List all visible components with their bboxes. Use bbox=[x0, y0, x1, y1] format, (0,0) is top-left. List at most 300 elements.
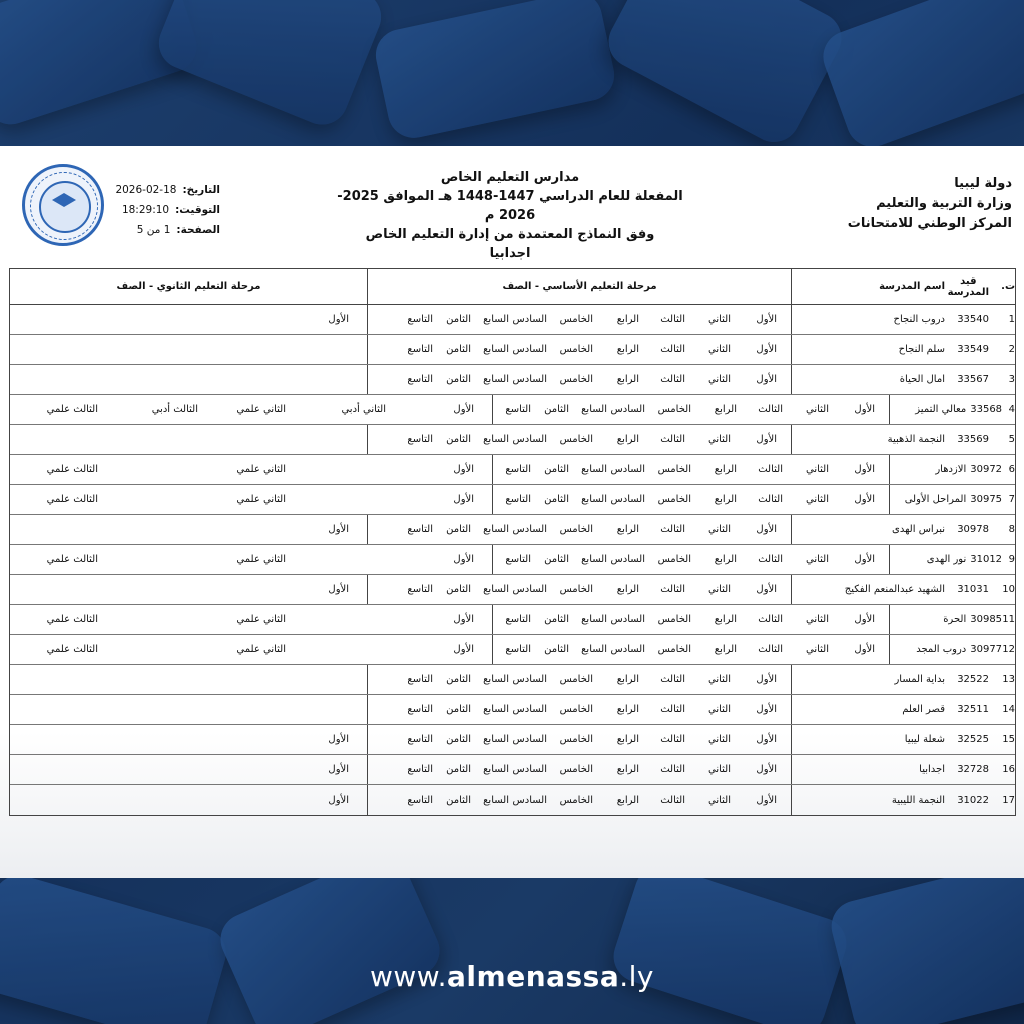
page-value: 1 من 5 bbox=[136, 224, 171, 236]
school-name: امال الحياة bbox=[791, 365, 949, 394]
basic-grade: السابع bbox=[483, 374, 509, 385]
basic-grade: الثالث bbox=[660, 374, 685, 385]
basic-grade: الثاني bbox=[805, 614, 829, 625]
secondary-grades bbox=[10, 455, 492, 484]
basic-grade: السادس bbox=[512, 794, 547, 806]
secondary-grade: الأول bbox=[328, 584, 349, 595]
basic-grades bbox=[367, 515, 791, 544]
basic-grade: الخامس bbox=[559, 434, 593, 445]
basic-grade: السادس bbox=[610, 494, 645, 505]
basic-grade: السادس bbox=[512, 524, 547, 535]
school-code: 32728 bbox=[957, 764, 989, 775]
secondary-grade: الأول bbox=[328, 314, 349, 325]
school-name: دروب المجد bbox=[889, 635, 970, 664]
basic-grade: الخامس bbox=[657, 404, 691, 415]
basic-grade: الثامن bbox=[544, 554, 569, 565]
school-name: الشهيد عبدالمنعم الفكيج bbox=[791, 575, 949, 604]
title-line-3: وفق النماذج المعتمدة من إدارة التعليم الخاص bbox=[365, 227, 655, 242]
table-row bbox=[10, 545, 1015, 575]
basic-grade: التاسع bbox=[505, 644, 531, 655]
title-line-1: مدارس التعليم الخاص bbox=[440, 170, 580, 185]
secondary-grades bbox=[10, 545, 492, 574]
secondary-grades bbox=[10, 365, 367, 394]
secondary-grade: الأول bbox=[453, 464, 474, 475]
row-number: 2 bbox=[1008, 344, 1015, 355]
basic-grade: التاسع bbox=[407, 434, 433, 445]
basic-grade: التاسع bbox=[407, 674, 433, 685]
table-row bbox=[10, 305, 1015, 335]
basic-grade: الأول bbox=[756, 584, 777, 595]
basic-grade: الثامن bbox=[446, 674, 471, 685]
basic-grade: الأول bbox=[854, 644, 875, 655]
basic-grade: السابع bbox=[483, 524, 509, 535]
basic-grade: السابع bbox=[483, 764, 509, 775]
secondary-grades bbox=[10, 755, 367, 784]
school-code: 32511 bbox=[957, 704, 989, 715]
basic-grade: الثامن bbox=[446, 584, 471, 595]
header-no: ت. bbox=[1001, 281, 1015, 292]
basic-grade: الثاني bbox=[805, 464, 829, 475]
basic-grade: السابع bbox=[581, 464, 607, 475]
title-line-2: المفعلة للعام الدراسي 1447-1448 هـ الموافق 2025-2026 م bbox=[337, 189, 683, 223]
secondary-grade: الأول bbox=[453, 494, 474, 505]
basic-grade: الثالث bbox=[758, 464, 783, 475]
basic-grade: الخامس bbox=[657, 554, 691, 565]
basic-grade: الأول bbox=[756, 374, 777, 385]
basic-grade: الثالث bbox=[660, 794, 685, 806]
table-row bbox=[10, 485, 1015, 515]
basic-grade: السابع bbox=[581, 494, 607, 505]
table-row bbox=[10, 455, 1015, 485]
basic-grade: الأول bbox=[756, 434, 777, 445]
basic-grade: الثالث bbox=[758, 614, 783, 625]
basic-grade: الثالث bbox=[660, 314, 685, 325]
basic-grade: الأول bbox=[756, 704, 777, 715]
basic-grade: الثاني bbox=[805, 494, 829, 505]
basic-grade: الرابع bbox=[616, 314, 639, 325]
school-code: 30977 bbox=[970, 644, 1003, 655]
basic-grade: الثامن bbox=[446, 704, 471, 715]
basic-grade: الثامن bbox=[544, 494, 569, 505]
basic-grade: الثاني bbox=[707, 734, 731, 745]
secondary-grade: الثاني علمي bbox=[236, 554, 286, 565]
basic-grade: الثامن bbox=[446, 524, 471, 535]
basic-grade: الرابع bbox=[616, 434, 639, 445]
basic-grade: الرابع bbox=[616, 344, 639, 355]
school-code: 30985 bbox=[970, 614, 1003, 625]
basic-grade: الخامس bbox=[657, 644, 691, 655]
row-number: 3 bbox=[1008, 374, 1015, 385]
basic-grade: الثامن bbox=[446, 734, 471, 745]
row-number: 13 bbox=[1002, 674, 1015, 685]
basic-grade: الثامن bbox=[446, 764, 471, 775]
basic-grade: الرابع bbox=[714, 644, 737, 655]
basic-grade: الرابع bbox=[616, 734, 639, 745]
basic-grade: السادس bbox=[610, 404, 645, 415]
header-name: اسم المدرسة bbox=[791, 269, 949, 304]
basic-grade: الخامس bbox=[559, 704, 593, 715]
basic-grade: السادس bbox=[610, 644, 645, 655]
basic-grades bbox=[367, 365, 791, 394]
basic-grade: الثامن bbox=[446, 794, 471, 806]
secondary-grade: الأول bbox=[453, 554, 474, 565]
basic-grade: التاسع bbox=[407, 524, 433, 535]
basic-grade: الثاني bbox=[707, 434, 731, 445]
secondary-grade: الأول bbox=[328, 764, 349, 775]
row-number: 17 bbox=[1002, 794, 1015, 806]
table-row bbox=[10, 395, 1015, 425]
secondary-grade: الأول bbox=[328, 734, 349, 745]
page-label: الصفحة: bbox=[176, 224, 220, 236]
basic-grade: الخامس bbox=[559, 734, 593, 745]
row-number: 10 bbox=[1002, 584, 1015, 595]
basic-grade: الرابع bbox=[616, 794, 639, 806]
website-footer[interactable] bbox=[0, 960, 1024, 993]
basic-grades bbox=[367, 575, 791, 604]
row-number: 8 bbox=[1008, 524, 1015, 535]
basic-grade: الرابع bbox=[616, 674, 639, 685]
basic-grade: الثاني bbox=[805, 554, 829, 565]
basic-grade: الخامس bbox=[559, 314, 593, 325]
basic-grade: الثالث bbox=[758, 494, 783, 505]
basic-grades bbox=[492, 545, 889, 574]
school-name: بداية المسار bbox=[791, 665, 949, 694]
header-basic: مرحلة التعليم الأساسي - الصف bbox=[367, 269, 791, 304]
row-number: 7 bbox=[1008, 494, 1015, 505]
basic-grades bbox=[492, 485, 889, 514]
basic-grade: التاسع bbox=[505, 464, 531, 475]
table-row bbox=[10, 665, 1015, 695]
basic-grade: الأول bbox=[756, 734, 777, 745]
school-name: النجمة الليبية bbox=[791, 785, 949, 815]
table-row bbox=[10, 725, 1015, 755]
row-number: 5 bbox=[1008, 434, 1015, 445]
country-line: دولة ليبيا bbox=[954, 176, 1012, 191]
row-number: 9 bbox=[1008, 554, 1015, 565]
secondary-grade: الثاني علمي bbox=[236, 404, 286, 415]
basic-grade: التاسع bbox=[407, 764, 433, 775]
basic-grade: الرابع bbox=[616, 764, 639, 775]
document-sheet bbox=[0, 146, 1024, 878]
school-code: 33540 bbox=[957, 314, 989, 325]
basic-grade: الثاني bbox=[707, 674, 731, 685]
secondary-grade: الثالث أدبي bbox=[151, 404, 198, 415]
basic-grade: الرابع bbox=[714, 494, 737, 505]
row-number: 1 bbox=[1008, 314, 1015, 325]
basic-grade: السابع bbox=[581, 404, 607, 415]
table-header-row bbox=[10, 269, 1015, 305]
secondary-grades bbox=[10, 515, 367, 544]
basic-grade: الرابع bbox=[714, 404, 737, 415]
school-code: 30978 bbox=[957, 524, 989, 535]
school-code: 31012 bbox=[970, 554, 1003, 565]
school-code: 33549 bbox=[957, 344, 989, 355]
basic-grade: الثالث bbox=[660, 704, 685, 715]
school-code: 31022 bbox=[957, 794, 989, 806]
basic-grade: الخامس bbox=[559, 344, 593, 355]
secondary-grade: الثالث علمي bbox=[46, 464, 98, 475]
basic-grade: السابع bbox=[483, 704, 509, 715]
basic-grades bbox=[492, 635, 889, 664]
basic-grade: السابع bbox=[483, 674, 509, 685]
basic-grades bbox=[492, 605, 889, 634]
basic-grade: التاسع bbox=[407, 584, 433, 595]
basic-grades bbox=[492, 395, 889, 424]
basic-grade: السابع bbox=[581, 554, 607, 565]
basic-grade: التاسع bbox=[505, 494, 531, 505]
school-name: نور الهدى bbox=[889, 545, 970, 574]
school-name: شعلة ليبيا bbox=[791, 725, 949, 754]
basic-grade: الأول bbox=[854, 554, 875, 565]
basic-grade: الخامس bbox=[657, 614, 691, 625]
secondary-grade: الأول bbox=[328, 524, 349, 535]
basic-grade: الأول bbox=[854, 614, 875, 625]
basic-grade: الثاني bbox=[805, 404, 829, 415]
basic-grade: السابع bbox=[483, 794, 509, 806]
basic-grade: السادس bbox=[512, 314, 547, 325]
basic-grade: الثامن bbox=[446, 374, 471, 385]
secondary-grades bbox=[10, 485, 492, 514]
basic-grade: السادس bbox=[512, 674, 547, 685]
basic-grade: الأول bbox=[756, 314, 777, 325]
basic-grade: السابع bbox=[581, 644, 607, 655]
school-code: 32525 bbox=[957, 734, 989, 745]
school-name: سلم النجاح bbox=[791, 335, 949, 364]
basic-grade: السادس bbox=[512, 344, 547, 355]
basic-grade: السادس bbox=[610, 464, 645, 475]
city-line: اجدابيا bbox=[489, 246, 531, 261]
basic-grades bbox=[367, 335, 791, 364]
basic-grade: الثاني bbox=[707, 704, 731, 715]
basic-grade: الثامن bbox=[446, 344, 471, 355]
secondary-grades bbox=[10, 665, 367, 694]
secondary-grade: الأول bbox=[453, 644, 474, 655]
school-name: قصر العلم bbox=[791, 695, 949, 724]
basic-grade: الثالث bbox=[660, 764, 685, 775]
basic-grade: التاسع bbox=[505, 554, 531, 565]
basic-grade: التاسع bbox=[407, 344, 433, 355]
basic-grade: السابع bbox=[483, 314, 509, 325]
basic-grade: الأول bbox=[854, 494, 875, 505]
secondary-grade: الثالث علمي bbox=[46, 614, 98, 625]
secondary-grade: الأول bbox=[453, 614, 474, 625]
basic-grade: الخامس bbox=[657, 494, 691, 505]
basic-grade: الرابع bbox=[616, 704, 639, 715]
secondary-grade: الثاني علمي bbox=[236, 614, 286, 625]
basic-grade: الأول bbox=[756, 344, 777, 355]
school-code: 33569 bbox=[957, 434, 989, 445]
school-name: النجمة الذهبية bbox=[791, 425, 949, 454]
time-label: التوقيت: bbox=[175, 204, 220, 216]
basic-grade: الثامن bbox=[446, 314, 471, 325]
basic-grade: الرابع bbox=[714, 464, 737, 475]
table-row bbox=[10, 785, 1015, 815]
date-value: 2026-02-18 bbox=[115, 184, 177, 196]
ministry-line: وزارة التربية والتعليم bbox=[876, 196, 1012, 211]
basic-grade: الرابع bbox=[616, 524, 639, 535]
secondary-grades bbox=[10, 695, 367, 724]
basic-grade: السادس bbox=[512, 434, 547, 445]
basic-grade: السابع bbox=[483, 344, 509, 355]
school-name: الازدهار bbox=[889, 455, 970, 484]
basic-grade: الخامس bbox=[559, 584, 593, 595]
secondary-grade: الثالث علمي bbox=[46, 404, 98, 415]
secondary-grade: الثاني أدبي bbox=[341, 404, 386, 415]
row-number: 16 bbox=[1002, 764, 1015, 775]
school-code: 33568 bbox=[970, 404, 1003, 415]
center-line: المركز الوطني للامتحانات bbox=[847, 216, 1012, 231]
school-name: معالي التميز bbox=[889, 395, 970, 424]
basic-grade: الثامن bbox=[544, 464, 569, 475]
row-number: 14 bbox=[1002, 704, 1015, 715]
basic-grade: السابع bbox=[483, 584, 509, 595]
basic-grade: السابع bbox=[483, 734, 509, 745]
basic-grade: السابع bbox=[581, 614, 607, 625]
table-row bbox=[10, 755, 1015, 785]
row-number: 6 bbox=[1008, 464, 1015, 475]
footer-brand: almenassa bbox=[447, 960, 620, 993]
basic-grade: الخامس bbox=[559, 674, 593, 685]
secondary-grade: الأول bbox=[328, 794, 349, 806]
basic-grade: الأول bbox=[854, 464, 875, 475]
school-code: 33567 bbox=[957, 374, 989, 385]
secondary-grade: الثاني علمي bbox=[236, 644, 286, 655]
basic-grade: الثالث bbox=[758, 554, 783, 565]
basic-grade: الثالث bbox=[660, 434, 685, 445]
basic-grades bbox=[367, 755, 791, 784]
secondary-grades bbox=[10, 335, 367, 364]
table-row bbox=[10, 365, 1015, 395]
school-name: اجدابيا bbox=[791, 755, 949, 784]
basic-grade: الثاني bbox=[707, 524, 731, 535]
basic-grades bbox=[367, 785, 791, 815]
secondary-grades bbox=[10, 395, 492, 424]
basic-grade: الخامس bbox=[559, 524, 593, 535]
basic-grade: الرابع bbox=[616, 374, 639, 385]
basic-grades bbox=[492, 455, 889, 484]
table-row bbox=[10, 335, 1015, 365]
school-code: 32522 bbox=[957, 674, 989, 685]
header-secondary: مرحلة التعليم الثانوي - الصف bbox=[116, 281, 261, 292]
secondary-grades bbox=[10, 305, 367, 334]
row-number: 4 bbox=[1008, 404, 1015, 415]
basic-grade: الثالث bbox=[758, 644, 783, 655]
header-code: قيد المدرسة bbox=[947, 275, 989, 298]
basic-grade: السادس bbox=[512, 764, 547, 775]
school-name: المراحل الأولى bbox=[889, 485, 970, 514]
school-name: الحرة bbox=[889, 605, 970, 634]
basic-grade: التاسع bbox=[407, 374, 433, 385]
basic-grade: الثاني bbox=[707, 374, 731, 385]
basic-grade: الثالث bbox=[660, 584, 685, 595]
basic-grade: التاسع bbox=[505, 614, 531, 625]
school-name: نبراس الهدى bbox=[791, 515, 949, 544]
ministry-header bbox=[848, 174, 1012, 234]
basic-grade: الخامس bbox=[559, 374, 593, 385]
basic-grade: الخامس bbox=[559, 794, 593, 806]
basic-grades bbox=[367, 305, 791, 334]
secondary-grades bbox=[10, 425, 367, 454]
basic-grade: السابع bbox=[483, 434, 509, 445]
secondary-grade: الثالث علمي bbox=[46, 494, 98, 505]
secondary-grades bbox=[10, 605, 492, 634]
table-row bbox=[10, 695, 1015, 725]
secondary-grades bbox=[10, 575, 367, 604]
basic-grade: الثاني bbox=[707, 314, 731, 325]
table-row bbox=[10, 425, 1015, 455]
basic-grade: الرابع bbox=[714, 614, 737, 625]
basic-grade: الثالث bbox=[660, 524, 685, 535]
basic-grade: الثاني bbox=[707, 344, 731, 355]
basic-grade: الثالث bbox=[660, 734, 685, 745]
basic-grade: التاسع bbox=[407, 704, 433, 715]
basic-grade: التاسع bbox=[505, 404, 531, 415]
school-code: 30972 bbox=[970, 464, 1003, 475]
table-row bbox=[10, 635, 1015, 665]
basic-grade: السادس bbox=[512, 374, 547, 385]
row-number: 11 bbox=[1002, 614, 1015, 625]
secondary-grade: الثاني علمي bbox=[236, 494, 286, 505]
basic-grades bbox=[367, 695, 791, 724]
secondary-grade: الثالث علمي bbox=[46, 644, 98, 655]
row-number: 12 bbox=[1002, 644, 1015, 655]
basic-grade: السادس bbox=[610, 554, 645, 565]
table-row bbox=[10, 605, 1015, 635]
footer-prefix: www. bbox=[370, 960, 448, 993]
basic-grades bbox=[367, 665, 791, 694]
basic-grade: الثامن bbox=[544, 614, 569, 625]
basic-grade: الرابع bbox=[616, 584, 639, 595]
table-row bbox=[10, 515, 1015, 545]
basic-grade: الثاني bbox=[707, 584, 731, 595]
basic-grade: الرابع bbox=[714, 554, 737, 565]
basic-grade: الثالث bbox=[660, 674, 685, 685]
basic-grades bbox=[367, 725, 791, 754]
basic-grade: الأول bbox=[756, 764, 777, 775]
basic-grade: الخامس bbox=[559, 764, 593, 775]
secondary-grades bbox=[10, 635, 492, 664]
school-code: 30975 bbox=[970, 494, 1003, 505]
time-value: 18:29:10 bbox=[121, 204, 170, 216]
basic-grade: الثامن bbox=[544, 644, 569, 655]
schools-table bbox=[9, 268, 1016, 816]
basic-grade: التاسع bbox=[407, 734, 433, 745]
basic-grade: الخامس bbox=[657, 464, 691, 475]
date-label: التاريخ: bbox=[182, 184, 220, 196]
basic-grade: التاسع bbox=[407, 794, 433, 806]
secondary-grades bbox=[10, 725, 367, 754]
basic-grade: السادس bbox=[512, 704, 547, 715]
basic-grade: الثامن bbox=[544, 404, 569, 415]
basic-grades bbox=[367, 425, 791, 454]
basic-grade: السادس bbox=[512, 734, 547, 745]
basic-grade: الثامن bbox=[446, 434, 471, 445]
basic-grade: الثاني bbox=[707, 764, 731, 775]
basic-grade: الثاني bbox=[805, 644, 829, 655]
basic-grade: الثالث bbox=[660, 344, 685, 355]
basic-grade: الثالث bbox=[758, 404, 783, 415]
document-title bbox=[330, 168, 690, 263]
footer-suffix: .ly bbox=[619, 960, 654, 993]
secondary-grade: الثاني علمي bbox=[236, 464, 286, 475]
basic-grade: الأول bbox=[756, 674, 777, 685]
basic-grade: الثاني bbox=[707, 794, 731, 806]
row-number: 15 bbox=[1002, 734, 1015, 745]
basic-grade: السادس bbox=[610, 614, 645, 625]
secondary-grade: الأول bbox=[453, 404, 474, 415]
basic-grade: التاسع bbox=[407, 314, 433, 325]
basic-grade: السادس bbox=[512, 584, 547, 595]
